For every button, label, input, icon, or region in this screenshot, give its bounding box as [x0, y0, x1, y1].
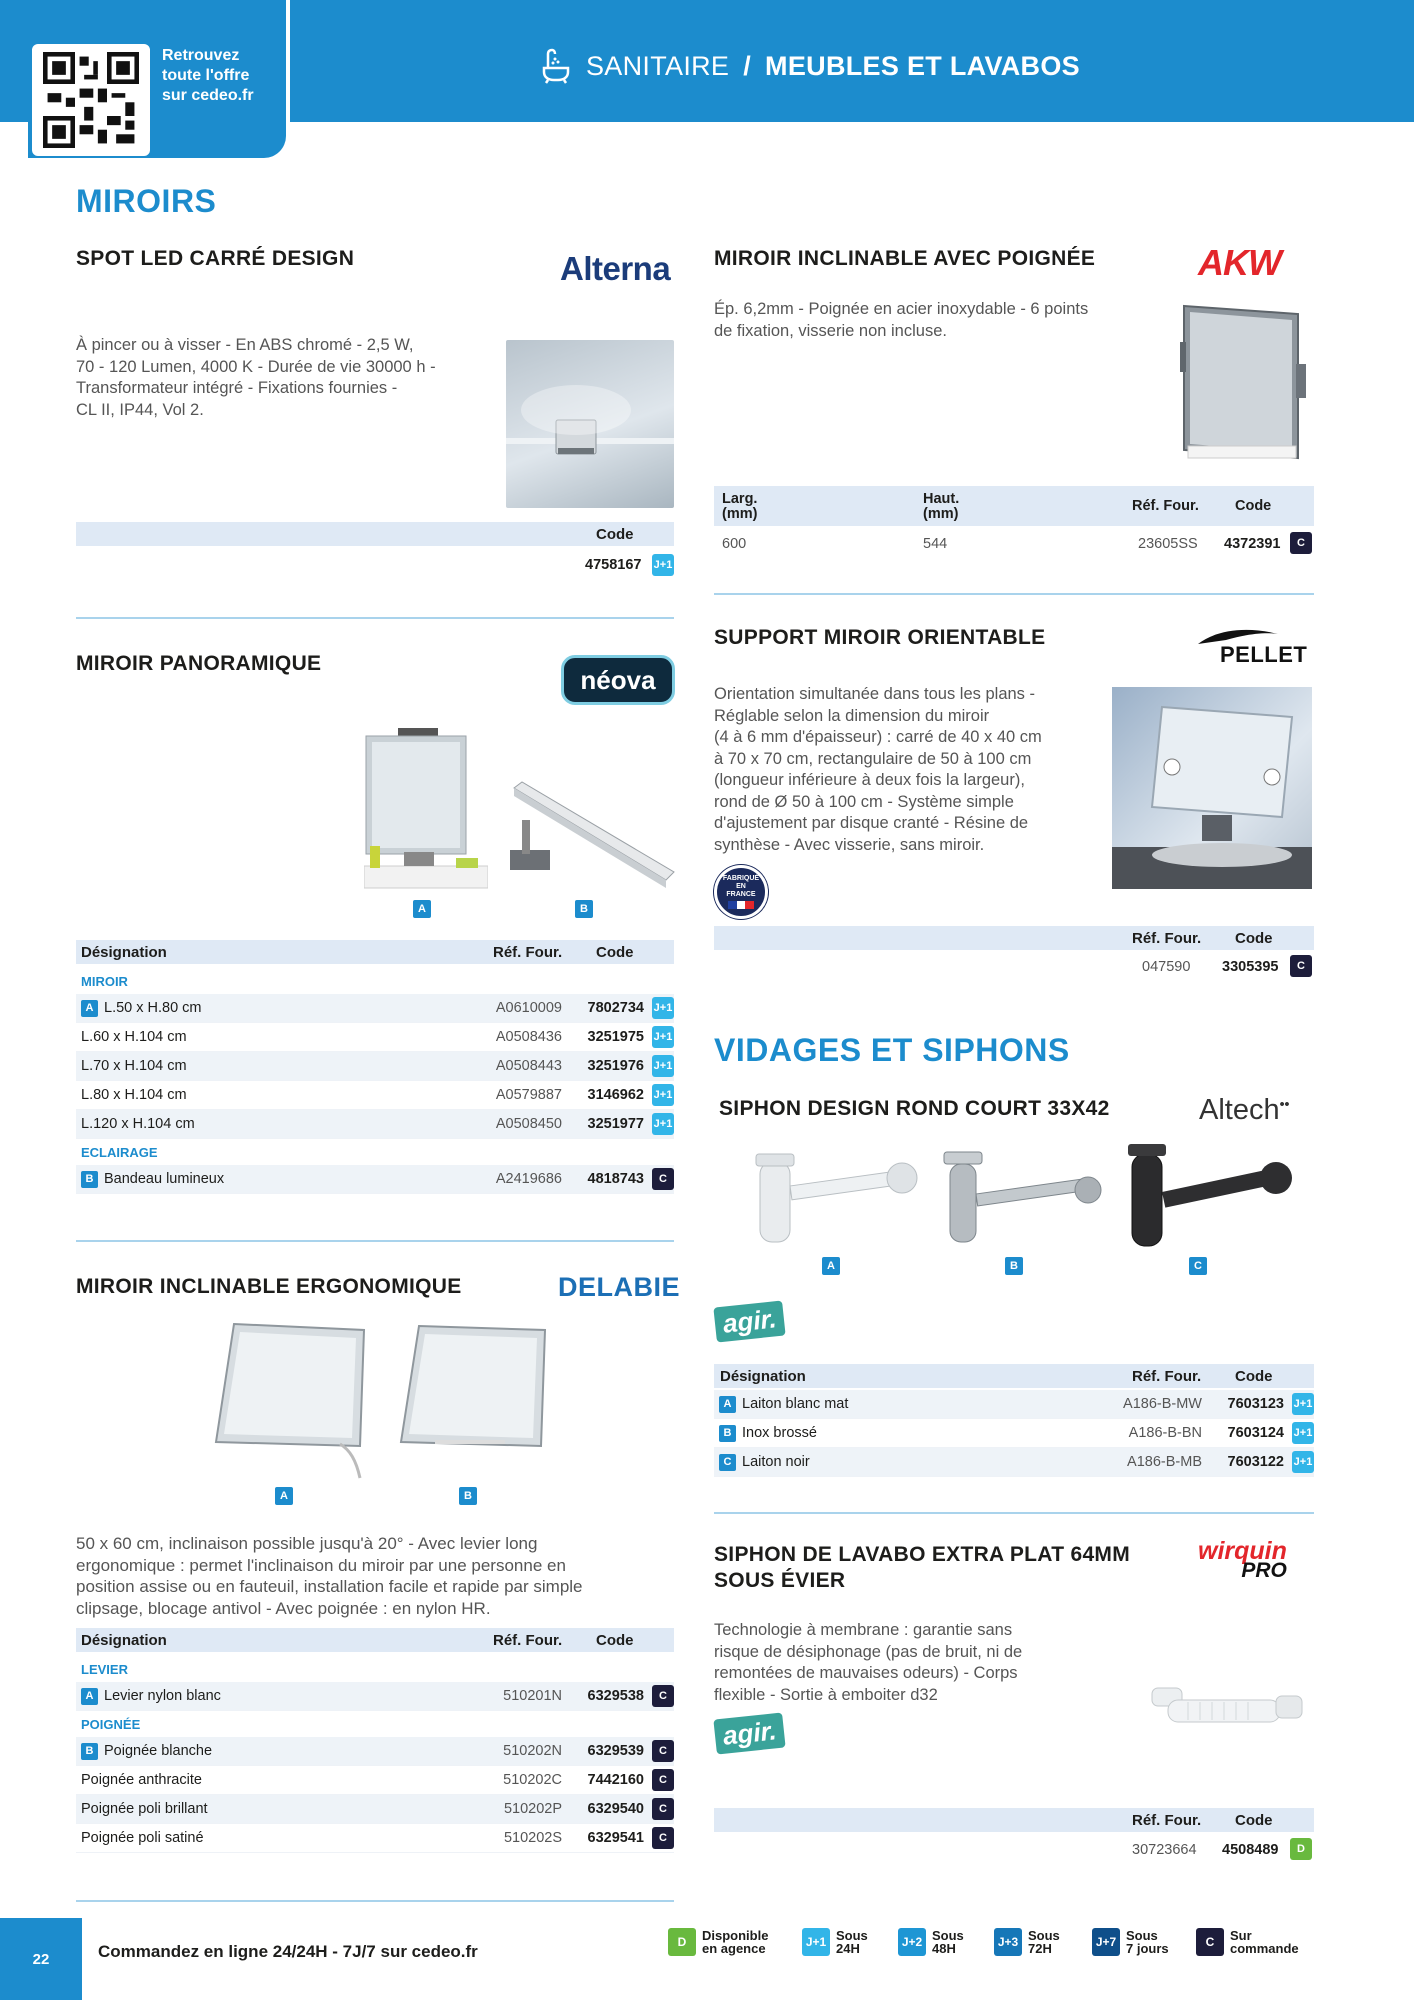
desc-line: flexible - Sortie à emboiter d32 — [714, 1685, 938, 1704]
ergonomique-description — [76, 1533, 676, 1619]
legend-text — [1230, 1929, 1299, 1955]
desc-line: CL II, IP44, Vol 2. — [76, 400, 204, 419]
legend-badge: C — [1196, 1928, 1224, 1956]
category-label: SANITAIRE — [586, 50, 730, 81]
row-designation — [81, 1688, 221, 1705]
designation-label: Bandeau lumineux — [104, 1171, 225, 1187]
table-row[interactable] — [76, 1110, 674, 1139]
legend-item — [898, 1928, 964, 1956]
siphon-rond-title: SIPHON DESIGN ROND COURT 33X42 — [719, 1097, 1110, 1120]
spot-table-row[interactable] — [76, 551, 674, 579]
qr-caption — [162, 46, 292, 106]
supplier-ref: A0508443 — [495, 1058, 562, 1074]
table-row[interactable] — [76, 1766, 674, 1795]
header-ref: Réf. Four. — [493, 944, 563, 961]
legend-text — [1126, 1929, 1169, 1955]
legend-text — [1028, 1929, 1060, 1955]
header-designation: Désignation — [720, 1368, 806, 1385]
header-code: Code — [596, 944, 634, 961]
table-row[interactable] — [76, 994, 674, 1023]
desc-line: synthèse - Avec visserie, sans miroir. — [714, 835, 985, 854]
header-code: Code — [1235, 1812, 1273, 1829]
table-row[interactable] — [76, 1737, 674, 1766]
desc-line: position assise ou en fauteuil, installation facile et rapide par simple — [76, 1577, 583, 1596]
brand-logo-pellet — [1196, 626, 1314, 668]
variant-letter-badge: A — [81, 1688, 98, 1705]
brand-logo-alterna: Alterna — [560, 250, 671, 287]
product-code: 7802734 — [587, 1000, 644, 1016]
availability-badge: D — [1290, 1838, 1312, 1860]
table-row[interactable] — [76, 1081, 674, 1110]
desc-line: Technologie à membrane : garantie sans — [714, 1621, 1013, 1639]
legend-badge: J+2 — [898, 1928, 926, 1956]
tilting-mirror-image — [395, 1320, 555, 1480]
flat-siphon-image — [1148, 1680, 1308, 1734]
desc-line: d'ajustement par disque cranté - Résine de — [714, 814, 1029, 832]
panoramique-photo-b — [508, 780, 676, 895]
table-row[interactable] — [76, 1682, 674, 1711]
siphon-plat-table-header — [714, 1808, 1314, 1832]
qr-caption-line: Retrouvez — [162, 47, 240, 64]
row-designation — [81, 1772, 202, 1788]
designation-label: L.50 x H.80 cm — [104, 1000, 202, 1016]
header-code: Code — [1235, 930, 1273, 947]
product-code: 4758167 — [585, 557, 642, 573]
variant-letter-badge: B — [81, 1743, 98, 1760]
header-code: Code — [1235, 498, 1272, 514]
variant-letter-badge: B — [719, 1425, 736, 1442]
product-code: 7603122 — [1227, 1454, 1284, 1470]
header-ref: Réf. Four. — [1132, 498, 1199, 514]
desc-line: risque de désiphonage (pas de bruit, ni de — [714, 1642, 1023, 1661]
table-row[interactable] — [76, 1165, 674, 1194]
supplier-ref: 510202C — [503, 1772, 562, 1788]
product-code: 6329541 — [587, 1830, 644, 1846]
brand-logo-delabie: DELABIE — [558, 1272, 681, 1302]
photo-label-a: A — [413, 900, 431, 918]
footer-order-online[interactable]: Commandez en ligne 24/24H - 7J/7 sur cedeo.fr — [98, 1942, 478, 1961]
desc-line: (4 à 6 mm d'épaisseur) : carré de 40 x 40 cm — [714, 728, 1042, 746]
product-code: 7603123 — [1227, 1396, 1284, 1412]
desc-line: 70 - 120 Lumen, 4000 K - Durée de vie 30000 h - — [76, 357, 436, 376]
product-code: 3146962 — [587, 1087, 644, 1103]
group-label-eclairage: ECLAIRAGE — [81, 1144, 158, 1160]
akw-mirror-photo — [1180, 300, 1312, 468]
legend-item — [1196, 1928, 1299, 1956]
supplier-ref: A0610009 — [495, 1000, 562, 1016]
row-designation — [719, 1425, 817, 1442]
desc-line: à 70 x 70 cm, rectangulaire de 50 à 100 cm — [714, 749, 1032, 768]
desc-line: remontées de mauvaises odeurs) - Corps — [714, 1664, 1018, 1682]
row-designation — [81, 1029, 187, 1045]
desc-line: À pincer ou à visser - En ABS chromé - 2,5 W, — [76, 336, 414, 354]
designation-label: L.120 x H.104 cm — [81, 1116, 195, 1132]
legend-item — [668, 1928, 768, 1956]
desc-line: Orientation simultanée dans tous les plans - — [714, 685, 1036, 703]
header-haut-line: (mm) — [923, 506, 959, 522]
variant-letter-badge: A — [81, 1000, 98, 1017]
product-code: 3305395 — [1222, 959, 1279, 975]
designation-label: Poignée anthracite — [81, 1772, 202, 1788]
variant-letter-badge: B — [81, 1171, 98, 1188]
header-larg-line: Larg. — [722, 491, 758, 507]
supplier-ref: 23605SS — [1138, 536, 1198, 552]
designation-label: Levier nylon blanc — [104, 1688, 221, 1704]
photo-label-b: B — [1005, 1257, 1023, 1275]
table-row[interactable] — [76, 1824, 674, 1853]
ergonomique-table-header — [76, 1628, 674, 1652]
row-designation — [81, 1171, 224, 1188]
altech-wordmark: Altech — [1199, 1094, 1280, 1126]
availability-badge: C — [652, 1685, 674, 1707]
divider — [714, 593, 1314, 595]
legend-line: en agence — [702, 1941, 766, 1956]
product-code: 7442160 — [587, 1772, 644, 1788]
availability-badge: J+1 — [652, 554, 674, 576]
akw-table-row[interactable] — [714, 530, 1314, 558]
siphon-plat-photo — [1148, 1680, 1308, 1734]
supplier-ref: 510202P — [503, 1801, 562, 1817]
header-designation: Désignation — [81, 1632, 167, 1649]
row-designation — [81, 1801, 208, 1817]
availability-badge: J+1 — [652, 1113, 674, 1135]
photo-label-b: B — [575, 900, 593, 918]
siphon-white-image — [752, 1148, 920, 1248]
legend-line: commande — [1230, 1941, 1299, 1956]
supplier-ref: 510202S — [503, 1830, 562, 1846]
variant-letter-badge: C — [719, 1454, 736, 1471]
pellet-wordmark: PELLET — [1220, 642, 1308, 667]
supplier-ref: A186-B-BN — [1128, 1425, 1202, 1441]
table-row[interactable] — [714, 1448, 1314, 1477]
availability-badge: J+1 — [652, 1026, 674, 1048]
section-title-miroirs: MIROIRS — [76, 183, 217, 219]
wirquin-wordmark: wirquin — [1198, 1537, 1287, 1565]
support-title: SUPPORT MIROIR ORIENTABLE — [714, 626, 1046, 649]
subcategory-label: MEUBLES ET LAVABOS — [765, 50, 1080, 81]
row-designation — [81, 1743, 212, 1760]
divider — [76, 1900, 674, 1902]
availability-badge: C — [652, 1798, 674, 1820]
table-row[interactable] — [714, 1419, 1314, 1448]
brand-logo-altech — [1199, 1094, 1289, 1127]
designation-label: Laiton noir — [742, 1454, 810, 1470]
support-description — [714, 684, 1104, 856]
siphon-plat-title — [714, 1542, 1130, 1594]
tilting-mirror-image — [210, 1320, 370, 1480]
header-haut — [923, 492, 959, 522]
ergonomique-photo-a — [210, 1320, 370, 1480]
availability-badge: J+1 — [1292, 1451, 1314, 1473]
row-designation — [81, 1000, 202, 1017]
ergonomique-photo-b — [395, 1320, 555, 1480]
brand-logo-akw: AKW — [1198, 242, 1281, 283]
availability-badge: J+1 — [652, 1055, 674, 1077]
legend-line: 72H — [1028, 1941, 1052, 1956]
agir-eco-badge: agir. — [713, 1300, 786, 1342]
bath-icon — [540, 48, 572, 84]
header-code: Code — [1235, 1368, 1273, 1385]
desc-line: (longueur inférieure à deux fois la largeur), — [714, 771, 1025, 789]
supplier-ref: 047590 — [1142, 959, 1191, 975]
header-designation: Désignation — [81, 944, 167, 961]
page-header-title — [540, 48, 1080, 84]
tilting-mirror-handle-image — [1180, 300, 1312, 468]
availability-badge: J+1 — [652, 1084, 674, 1106]
category-separator: / — [743, 50, 752, 81]
made-in-france-badge — [714, 865, 768, 919]
siphon-steel-image — [942, 1148, 1102, 1248]
photo-label-c: C — [1189, 1257, 1207, 1275]
siphon-rond-table-body — [714, 1390, 1314, 1477]
mirror-cabinet-image — [364, 728, 488, 898]
row-designation — [81, 1830, 204, 1846]
desc-line: ergonomique : permet l'inclinaison du miroir par une personne en — [76, 1555, 566, 1575]
legend-line: Sous — [1126, 1928, 1158, 1943]
siphon-photo-c — [1124, 1140, 1292, 1252]
divider — [76, 617, 674, 619]
badge-line: EN — [736, 883, 746, 890]
legend-text — [836, 1929, 868, 1955]
designation-label: Laiton blanc mat — [742, 1396, 849, 1412]
row-designation — [81, 1116, 195, 1132]
photo-label-a: A — [822, 1257, 840, 1275]
legend-line: Sous — [836, 1928, 868, 1943]
legend-line: 7 jours — [1126, 1941, 1169, 1956]
spot-title: SPOT LED CARRÉ DESIGN — [76, 247, 355, 270]
row-designation — [81, 1087, 187, 1103]
spot-table-header — [76, 522, 674, 546]
table-row[interactable] — [76, 1023, 674, 1052]
akw-table-header — [714, 486, 1314, 526]
desc-line: de fixation, visserie non incluse. — [714, 321, 947, 340]
divider — [714, 1512, 1314, 1514]
product-code: 4818743 — [587, 1171, 644, 1187]
legend-badge: J+3 — [994, 1928, 1022, 1956]
qr-caption-line: toute l'offre — [162, 67, 250, 84]
wirquin-pro-wordmark: PRO — [1241, 1559, 1287, 1582]
supplier-ref: 510201N — [503, 1688, 562, 1704]
siphon-plat-description — [714, 1620, 1114, 1706]
desc-line: Ép. 6,2mm - Poignée en acier inoxydable - 6 points — [714, 300, 1089, 318]
title-line: SOUS ÉVIER — [714, 1569, 846, 1592]
availability-badge: C — [652, 1827, 674, 1849]
photo-label-a: A — [275, 1487, 293, 1505]
group-label-poignee: POIGNÉE — [81, 1716, 141, 1732]
support-table-row[interactable] — [714, 953, 1314, 981]
legend-text — [932, 1929, 964, 1955]
legend-line: Disponible — [702, 1928, 769, 1943]
supplier-ref: A186-B-MB — [1127, 1454, 1202, 1470]
designation-label: L.80 x H.104 cm — [81, 1087, 187, 1103]
availability-badge: J+1 — [1292, 1393, 1314, 1415]
qr-caption-line: sur cedeo.fr — [162, 87, 254, 104]
ergonomique-title: MIROIR INCLINABLE ERGONOMIQUE — [76, 1275, 462, 1298]
availability-badge: C — [1290, 955, 1312, 977]
legend-item — [1092, 1928, 1169, 1956]
availability-badge: J+1 — [1292, 1422, 1314, 1444]
title-line: SIPHON DE LAVABO EXTRA PLAT 64MM — [714, 1543, 1131, 1566]
product-code: 4508489 — [1222, 1842, 1279, 1858]
row-designation — [81, 1058, 187, 1074]
supplier-ref: 30723664 — [1132, 1842, 1197, 1858]
header-ref: Réf. Four. — [1132, 930, 1202, 947]
supplier-ref: A2419686 — [495, 1171, 562, 1187]
product-code: 3251975 — [587, 1029, 644, 1045]
availability-badge: C — [652, 1769, 674, 1791]
designation-label: Poignée poli brillant — [81, 1801, 208, 1817]
desc-line: Réglable selon la dimension du miroir — [714, 706, 990, 725]
product-code: 6329539 — [587, 1743, 644, 1759]
row-designation — [719, 1454, 810, 1471]
support-table-header — [714, 926, 1314, 950]
photo-label-b: B — [459, 1487, 477, 1505]
availability-badge: C — [1290, 532, 1312, 554]
qr-code[interactable] — [32, 44, 150, 156]
spot-led-image — [506, 340, 674, 508]
desc-line: Transformateur intégré - Fixations fournies - — [76, 379, 398, 397]
header-haut-line: Haut. — [923, 491, 960, 507]
desc-line: rond de Ø 50 à 100 cm - Système simple — [714, 792, 1014, 811]
table-row[interactable] — [714, 1390, 1314, 1419]
desc-line: 50 x 60 cm, inclinaison possible jusqu'à 20° - Avec levier long — [76, 1534, 538, 1553]
group-label-levier: LEVIER — [81, 1661, 128, 1677]
akw-title: MIROIR INCLINABLE AVEC POIGNÉE — [714, 247, 1096, 270]
altech-dots-icon: •• — [1279, 1095, 1290, 1112]
supplier-ref: A0579887 — [495, 1087, 562, 1103]
product-code: 6329540 — [587, 1801, 644, 1817]
header-ref: Réf. Four. — [1132, 1368, 1202, 1385]
agir-eco-badge: agir. — [713, 1712, 786, 1754]
designation-label: Inox brossé — [742, 1425, 817, 1441]
supplier-ref: A0508450 — [495, 1116, 562, 1132]
designation-label: L.70 x H.104 cm — [81, 1058, 187, 1074]
page-number: 22 — [0, 1918, 82, 2000]
siphon-black-image — [1124, 1140, 1292, 1252]
siphon-photo-a — [752, 1148, 920, 1248]
light-bar-image — [508, 780, 676, 895]
row-designation — [719, 1396, 848, 1413]
product-code: 3251977 — [587, 1116, 644, 1132]
french-flag-icon — [728, 901, 754, 909]
badge-line: FRANCE — [726, 891, 756, 898]
designation-label: L.60 x H.104 cm — [81, 1029, 187, 1045]
qr-code-icon — [40, 52, 142, 148]
designation-label: Poignée poli satiné — [81, 1830, 204, 1846]
section-title-vidages: VIDAGES ET SIPHONS — [714, 1032, 1070, 1068]
header-ref: Réf. Four. — [493, 1632, 563, 1649]
group-label-miroir: MIROIR — [81, 973, 128, 989]
legend-badge: J+1 — [802, 1928, 830, 1956]
brand-logo-wirquin — [1198, 1537, 1287, 1582]
height-value: 544 — [923, 536, 948, 552]
legend-text — [702, 1929, 768, 1955]
designation-label: Poignée blanche — [104, 1743, 213, 1759]
divider — [76, 1240, 674, 1242]
supplier-ref: 510202N — [503, 1743, 562, 1759]
legend-item — [994, 1928, 1060, 1956]
panoramique-table-header — [76, 940, 674, 964]
product-code: 3251976 — [587, 1058, 644, 1074]
legend-line: Sous — [1028, 1928, 1060, 1943]
product-code: 4372391 — [1224, 536, 1281, 552]
supplier-ref: A186-B-MW — [1123, 1396, 1202, 1412]
legend-badge: D — [668, 1928, 696, 1956]
legend-line: 48H — [932, 1941, 956, 1956]
product-code: 6329538 — [587, 1688, 644, 1704]
availability-badge: J+1 — [652, 997, 674, 1019]
brand-logo-neova: néova — [561, 655, 675, 705]
support-photo — [1112, 687, 1312, 889]
table-row[interactable] — [76, 1795, 674, 1824]
header-larg-line: (mm) — [722, 506, 758, 522]
width-value: 600 — [722, 536, 747, 552]
siphon-rond-table-header — [714, 1364, 1314, 1388]
table-row[interactable] — [76, 1052, 674, 1081]
panoramique-photo-a — [364, 728, 488, 898]
spot-description — [76, 335, 496, 421]
akw-description — [714, 299, 1174, 342]
supplier-ref: A0508436 — [495, 1029, 562, 1045]
header-code: Code — [596, 1632, 634, 1649]
siphon-plat-table-row[interactable] — [714, 1836, 1314, 1864]
product-code: 7603124 — [1227, 1425, 1284, 1441]
availability-badge: C — [652, 1168, 674, 1190]
badge-line: FABRIQUÉ — [722, 875, 760, 882]
siphon-photo-b — [942, 1148, 1102, 1248]
desc-line: clipsage, blocage antivol - Avec poignée : en nylon HR. — [76, 1598, 491, 1618]
spot-led-photo — [506, 340, 674, 508]
legend-line: Sous — [932, 1928, 964, 1943]
legend-item — [802, 1928, 868, 1956]
availability-badge: C — [652, 1740, 674, 1762]
ergonomique-table-body — [76, 1656, 674, 1853]
legend-line: 24H — [836, 1941, 860, 1956]
panoramique-title: MIROIR PANORAMIQUE — [76, 652, 322, 675]
panoramique-table-body — [76, 968, 674, 1194]
header-code: Code — [596, 525, 634, 543]
variant-letter-badge: A — [719, 1396, 736, 1413]
legend-line: Sur — [1230, 1928, 1252, 1943]
header-larg — [722, 492, 757, 522]
mirror-support-image — [1112, 687, 1312, 889]
header-ref: Réf. Four. — [1132, 1812, 1202, 1829]
legend-badge: J+7 — [1092, 1928, 1120, 1956]
